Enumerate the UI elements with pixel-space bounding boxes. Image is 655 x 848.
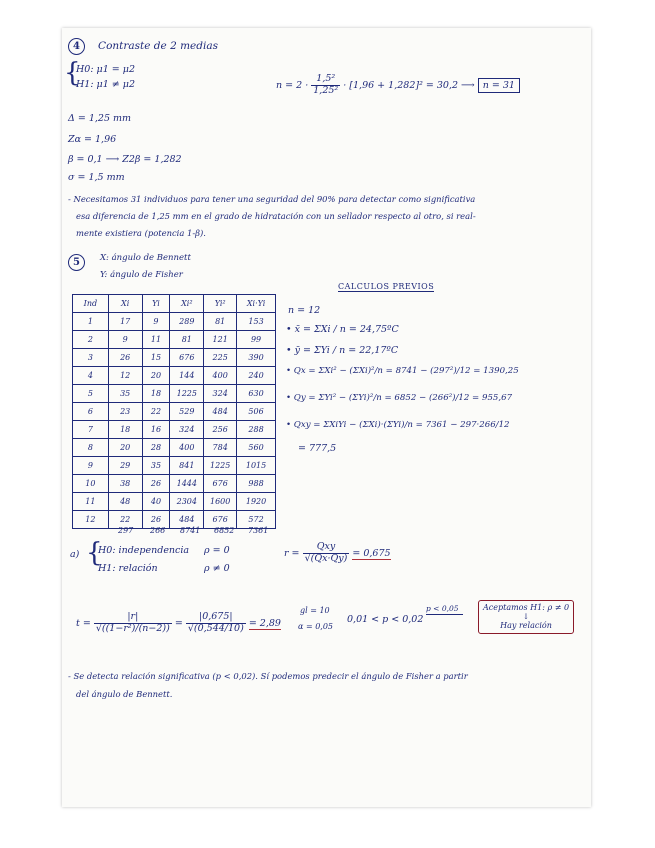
final-conclusion-line2: del ángulo de Bennett. [76,689,173,699]
table-cell: 2304 [170,493,204,511]
n-value: n = 12 [288,305,321,316]
table-cell: 400 [204,367,237,385]
p-note-arrow: p < 0,05 [426,605,463,615]
table-row [73,421,276,439]
t-fraction-values [186,612,246,635]
conclusion-4-line2: esa diferencia de 1,25 mm en el grado de hidratación con un sellador respecto al otro, si real- [76,211,476,221]
h1-hypothesis: H1: μ1 ≠ μ2 [76,79,135,90]
t-denominator-values: √(0,544/10) [187,622,244,634]
table-cell: 288 [237,421,276,439]
table-cell: 484 [170,511,204,529]
problem-number-4: 4 [68,38,85,55]
table-row [73,313,276,331]
problem-number-5: 5 [68,254,85,271]
table-row [73,385,276,403]
table-row [73,331,276,349]
part-a-label: a) [70,549,80,560]
paper-sheet [62,28,591,807]
table-cell: 1015 [237,457,276,475]
alpha-level: α = 0,05 [298,622,334,631]
table-cell: 26 [142,475,170,493]
table-cell: 22 [108,511,142,529]
table-cell: 20 [142,367,170,385]
table-cell: 35 [108,385,142,403]
h0-hypothesis: H0: μ1 = μ2 [76,64,135,75]
y-definition: Y: ángulo de Fisher [100,270,183,280]
final-conclusion-line1: - Se detecta relación significativa (p < 0,02). Sí podemos predecir el ángulo de Fisher a partir [68,671,468,681]
delta-value: Δ = 1,25 mm [68,113,132,124]
table-cell: 1225 [170,385,204,403]
table-cell: 240 [237,367,276,385]
table-cell: 572 [237,511,276,529]
t-statistic-formula: t = $\frac{|r|}{\text{√((1−r²)/(n−2))}}$ = $\frac{|0,675|}{√(0,544/10)}$ = 2,89 [76,611,281,634]
table-cell: 18 [108,421,142,439]
r-numerator: Qxy [303,542,350,554]
table-cell: 16 [142,421,170,439]
part-a-brace: { [86,538,103,568]
table-cell: 676 [204,511,237,529]
table-header-row [73,295,276,313]
table-cell: 1444 [170,475,204,493]
table-cell: 400 [170,439,204,457]
table-cell: 12 [73,511,109,529]
table-cell: 4 [73,367,109,385]
table-cell: 11 [73,493,109,511]
total-x2: 8741 [180,526,201,535]
n-result-box: n = 31 [478,78,520,93]
table-row [73,367,276,385]
table-cell: 2 [73,331,109,349]
qy-calculation: • Qy = ΣYi² − (ΣYi)²/n = 6852 − (266²)/12 = 955,67 [286,393,513,403]
problem-4-title: Contraste de 2 medias [98,40,218,52]
qxy-calculation: • Qxy = ΣXiYi − (ΣXi)·(ΣYi)/n = 7361 − 297·266/12 [286,420,510,430]
table-cell: 324 [204,385,237,403]
table-cell: 484 [204,403,237,421]
n-denominator: 1,25² [313,84,339,96]
table-row [73,457,276,475]
table-row [73,439,276,457]
total-y: 266 [150,526,166,535]
table-cell: 630 [237,385,276,403]
table-cell: 99 [237,331,276,349]
table-row [73,493,276,511]
t-fraction-general [94,612,172,635]
table-cell: 40 [142,493,170,511]
table-cell: 560 [237,439,276,457]
qx-calculation: • Qx = ΣXi² − (ΣXi)²/n = 8741 − (297²)/12 = 1390,25 [286,366,519,376]
table-cell: 676 [170,349,204,367]
table-cell: 529 [170,403,204,421]
table-row [73,511,276,529]
hypothesis-brace: { [64,58,81,88]
table-cell: 1 [73,313,109,331]
table-cell: 35 [142,457,170,475]
data-table [72,294,276,529]
table-cell: 26 [108,349,142,367]
column-header: Yi [142,295,170,313]
table-cell: 10 [73,475,109,493]
problem-4-heading [68,38,218,55]
table-cell: 22 [142,403,170,421]
problem-5-heading [68,254,85,271]
r-denominator: √(Qx·Qy) [304,552,348,564]
sigma-value: σ = 1,5 mm [68,172,125,183]
table-cell: 841 [170,457,204,475]
table-cell: 1920 [237,493,276,511]
table-cell: 676 [204,475,237,493]
correlation-formula [284,542,391,565]
table-cell: 38 [108,475,142,493]
n-rest: · [1,96 + 1,282]² = 30,2 ⟶ [343,79,475,91]
table-cell: 9 [108,331,142,349]
z-alpha-value: Zα = 1,96 [68,134,117,145]
column-header: Yi² [204,295,237,313]
n-lhs: n = [276,79,294,91]
table-row [73,403,276,421]
r-lhs: r = [284,547,300,559]
table-cell: 1600 [204,493,237,511]
table-cell: 29 [108,457,142,475]
x-definition: X: ángulo de Bennett [100,253,191,263]
table-cell: 9 [73,457,109,475]
table-cell: 256 [204,421,237,439]
table-cell: 48 [108,493,142,511]
y-mean: • ȳ = ΣYi / n = 22,17ºC [286,345,399,356]
table-cell: 15 [142,349,170,367]
table-cell: 12 [108,367,142,385]
table-cell: 20 [108,439,142,457]
table-cell: 8 [73,439,109,457]
calculations-title: CALCULOS PREVIOS [338,282,435,291]
t-numerator-general: |r| [94,612,172,624]
degrees-of-freedom: gl = 10 [300,606,330,615]
table-cell: 3 [73,349,109,367]
table-cell: 17 [108,313,142,331]
conclusion-relation: Hay relación [500,621,552,631]
table-cell: 23 [108,403,142,421]
table-cell: 390 [237,349,276,367]
table-cell: 289 [170,313,204,331]
total-y2: 6852 [214,526,235,535]
conclusion-4-line3: mente existiera (potencia 1-β). [76,228,206,238]
table-cell: 6 [73,403,109,421]
part-a-h0: H0: independencia [98,545,190,556]
p-value-range: 0,01 < p < 0,02 [347,614,424,625]
r-value: = 0,675 [352,547,391,559]
conclusion-4-line1: - Necesitamos 31 individuos para tener una seguridad del 90% para detectar como significativa [68,194,476,204]
part-a-h0-rho: ρ = 0 [204,545,230,556]
conclusion-box [478,600,574,634]
conclusion-arrow: ↓ [522,612,530,622]
table-cell: 81 [170,331,204,349]
n-fraction [311,74,340,97]
qxy-result: = 777,5 [298,443,337,454]
t-lhs: t = [76,617,91,629]
table-cell: 1225 [204,457,237,475]
column-header: Ind [73,295,109,313]
table-cell: 18 [142,385,170,403]
table-cell: 225 [204,349,237,367]
t-value: = 2,89 [248,617,281,629]
table-cell: 506 [237,403,276,421]
data-table-body [73,295,276,529]
table-cell: 121 [204,331,237,349]
sample-size-formula [276,74,520,97]
table-cell: 988 [237,475,276,493]
table-cell: 28 [142,439,170,457]
t-denominator-general: √((1−r²)/(n−2)) [95,622,170,634]
n-numerator: 1,5² [311,74,340,86]
table-cell: 81 [204,313,237,331]
column-header: Xi·Yi [237,295,276,313]
x-mean: • x̄ = ΣXi / n = 24,75ºC [286,324,399,335]
column-header: Xi [108,295,142,313]
part-a-h1: H1: relación [98,563,158,574]
table-row [73,475,276,493]
beta-value: β = 0,1 ⟶ Z2β = 1,282 [68,154,182,165]
total-x: 297 [118,526,134,535]
total-xy: 7361 [248,526,269,535]
r-fraction [303,542,350,565]
n-factor: 2 · [296,79,309,91]
table-cell: 9 [142,313,170,331]
table-cell: 26 [142,511,170,529]
t-numerator-values: |0,675| [186,612,246,624]
table-cell: 153 [237,313,276,331]
table-row [73,349,276,367]
table-cell: 784 [204,439,237,457]
conclusion-accept: Aceptamos H1: ρ ≠ 0 [483,603,570,612]
table-cell: 5 [73,385,109,403]
table-cell: 11 [142,331,170,349]
column-header: Xi² [170,295,204,313]
part-a-h1-rho: ρ ≠ 0 [204,563,230,574]
table-cell: 324 [170,421,204,439]
table-cell: 7 [73,421,109,439]
table-cell: 144 [170,367,204,385]
